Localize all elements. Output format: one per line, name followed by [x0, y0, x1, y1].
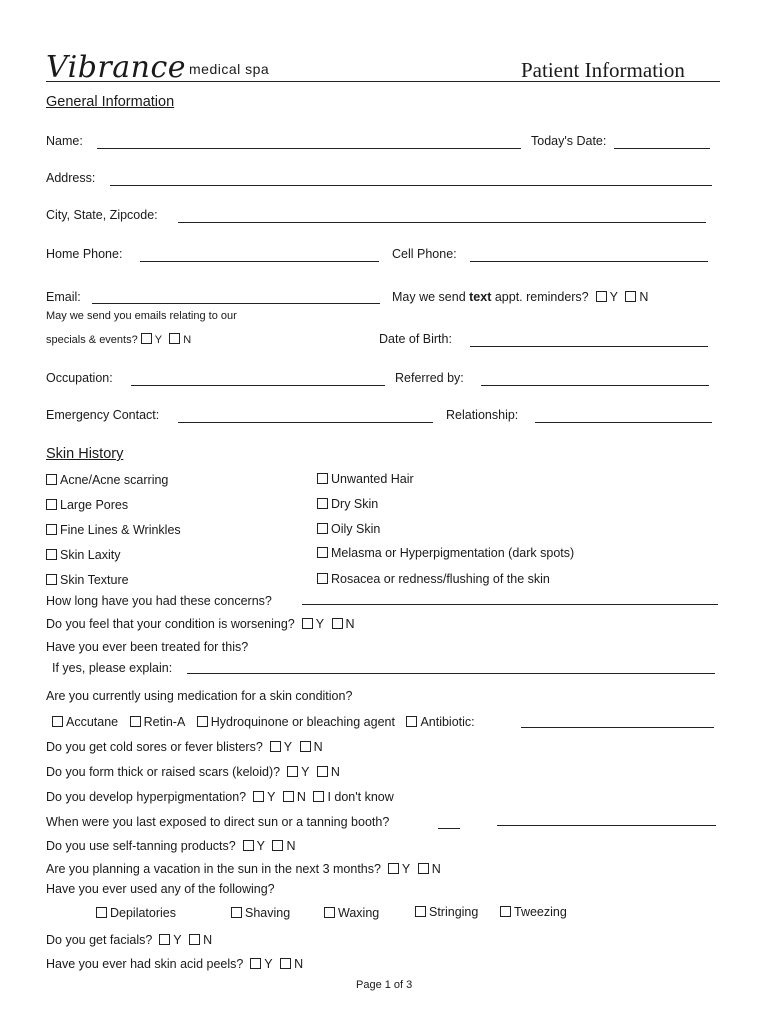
concern-label: Dry Skin — [331, 497, 379, 511]
yes-label: Y — [301, 765, 310, 779]
sun-exposure-question: When were you last exposed to direct sun or a tanning booth? — [46, 815, 390, 829]
yes-label: Y — [401, 862, 411, 876]
home-phone-label: Home Phone: — [46, 247, 123, 261]
text-reminders-bold: text — [469, 290, 492, 304]
no-label: N — [431, 862, 441, 876]
how-long-question: How long have you had these concerns? — [46, 594, 272, 608]
no-label: N — [183, 334, 192, 346]
cold-sores-question — [46, 740, 323, 754]
hydroquinone-label: Hydroquinone or bleaching agent — [210, 715, 395, 729]
email-label: Email: — [46, 290, 81, 304]
header-divider — [46, 81, 720, 82]
depilatories-label: Depilatories — [110, 906, 177, 920]
facials-text: Do you get facials? — [46, 933, 153, 947]
antibiotic-field[interactable] — [521, 727, 714, 728]
keloid-yes-checkbox[interactable] — [287, 766, 298, 777]
keloid-question — [46, 765, 340, 779]
concern-item[interactable] — [317, 472, 414, 486]
self-tanning-no-checkbox[interactable] — [272, 840, 283, 851]
yes-label: Y — [283, 740, 293, 754]
acid-peels-text: Have you ever had skin acid peels? — [46, 957, 244, 971]
home-phone-field[interactable] — [140, 261, 379, 262]
text-reminders-yes-checkbox[interactable] — [596, 291, 607, 302]
sun-exposure-field[interactable] — [497, 825, 716, 826]
emails-question-line1: May we send you emails relating to our — [46, 310, 237, 322]
concern-label: Melasma or Hyperpigmentation (dark spots) — [331, 546, 575, 560]
occupation-label: Occupation: — [46, 371, 113, 385]
concern-item[interactable] — [317, 522, 380, 536]
concern-item[interactable] — [46, 473, 168, 487]
no-label: N — [294, 957, 304, 971]
accutane-label: Accutane — [66, 715, 119, 729]
concern-label: Large Pores — [60, 498, 129, 512]
hydroquinone-checkbox[interactable] — [197, 716, 208, 727]
concern-label: Unwanted Hair — [331, 472, 414, 486]
concern-item[interactable] — [46, 498, 128, 512]
shaving-checkbox[interactable] — [231, 907, 242, 918]
page-number: Page 1 of 3 — [356, 979, 413, 991]
antibiotic-checkbox[interactable] — [406, 716, 417, 727]
city-state-zip-label: City, State, Zipcode: — [46, 208, 158, 222]
text-reminders-pre: May we send — [392, 290, 470, 304]
keloid-no-checkbox[interactable] — [317, 766, 328, 777]
yes-label: Y — [173, 933, 182, 947]
concern-checkbox[interactable] — [317, 523, 328, 534]
page-title: Patient Information — [521, 58, 685, 82]
acid-peels-yes-checkbox[interactable] — [250, 958, 261, 969]
yes-label: Y — [609, 290, 618, 304]
city-state-zip-field[interactable] — [178, 222, 706, 223]
used-following-question: Have you ever used any of the following? — [46, 882, 275, 896]
keloid-text: Do you form thick or raised scars (keloid)? — [46, 765, 281, 779]
no-label: N — [286, 839, 296, 853]
cold-sores-text: Do you get cold sores or fever blisters? — [46, 740, 263, 754]
facials-question — [46, 933, 212, 947]
vacation-text: Are you planning a vacation in the sun in the next 3 months? — [46, 862, 381, 876]
concern-label: Acne/Acne scarring — [60, 473, 169, 487]
yes-label: Y — [315, 617, 325, 631]
text-reminders-no-checkbox[interactable] — [625, 291, 636, 302]
yes-label: Y — [154, 334, 163, 346]
dob-field[interactable] — [470, 346, 708, 347]
emails-question-text: specials & events? — [46, 334, 138, 346]
stringing-label: Stringing — [429, 905, 479, 919]
hair-method-item[interactable] — [96, 906, 176, 920]
retin-a-label: Retin-A — [143, 715, 186, 729]
concern-item[interactable] — [46, 523, 181, 537]
name-field[interactable] — [97, 148, 521, 149]
occupation-field[interactable] — [131, 385, 385, 386]
address-label: Address: — [46, 171, 96, 185]
stringing-checkbox[interactable] — [415, 906, 426, 917]
concern-item[interactable] — [317, 572, 550, 586]
text-reminders-post: appt. reminders? — [491, 290, 589, 304]
worsening-question — [46, 617, 355, 631]
concern-item[interactable] — [317, 497, 378, 511]
emails-yes-checkbox[interactable] — [141, 333, 152, 344]
vacation-yes-checkbox[interactable] — [388, 863, 399, 874]
medication-options — [52, 715, 475, 729]
no-label: N — [296, 790, 306, 804]
brand-logo: Vibrance — [46, 50, 187, 85]
antibiotic-label: Antibiotic: — [420, 715, 475, 729]
depilatories-checkbox[interactable] — [96, 907, 107, 918]
acid-peels-no-checkbox[interactable] — [280, 958, 291, 969]
name-label: Name: — [46, 134, 83, 148]
hyperpig-yes-checkbox[interactable] — [253, 791, 264, 802]
accutane-checkbox[interactable] — [52, 716, 63, 727]
cold-sores-yes-checkbox[interactable] — [270, 741, 281, 752]
section-heading-skin-history: Skin History — [46, 446, 124, 462]
sun-exposure-field-short[interactable] — [438, 828, 460, 829]
brand-subtitle: medical spa — [189, 61, 270, 77]
waxing-label: Waxing — [338, 906, 380, 920]
emergency-contact-field[interactable] — [178, 422, 433, 423]
concern-item[interactable] — [46, 548, 120, 562]
facials-yes-checkbox[interactable] — [159, 934, 170, 945]
address-field[interactable] — [110, 185, 712, 186]
vacation-question — [46, 862, 441, 876]
vacation-no-checkbox[interactable] — [418, 863, 429, 874]
todays-date-label: Today's Date: — [531, 134, 607, 148]
concern-checkbox[interactable] — [317, 473, 328, 484]
todays-date-field[interactable] — [614, 148, 710, 149]
concern-checkbox[interactable] — [317, 573, 328, 584]
no-label: N — [203, 933, 213, 947]
yes-label: Y — [267, 790, 276, 804]
no-label: N — [313, 740, 323, 754]
text-reminders-question — [392, 290, 648, 304]
treated-question: Have you ever been treated for this? — [46, 640, 249, 654]
emails-question-line2 — [46, 333, 191, 346]
concern-checkbox[interactable] — [317, 498, 328, 509]
relationship-label: Relationship: — [446, 408, 519, 422]
concern-label: Skin Texture — [60, 573, 129, 587]
hair-method-item[interactable] — [500, 905, 567, 919]
self-tanning-question — [46, 839, 296, 853]
hyperpigmentation-text: Do you develop hyperpigmentation? — [46, 790, 247, 804]
retin-a-checkbox[interactable] — [130, 716, 141, 727]
explain-label: If yes, please explain: — [52, 661, 173, 675]
dont-know-label: I don't know — [327, 790, 394, 804]
worsening-text: Do you feel that your condition is worsening? — [46, 617, 295, 631]
self-tanning-text: Do you use self-tanning products? — [46, 839, 236, 853]
acid-peels-question — [46, 957, 303, 971]
yes-label: Y — [264, 957, 273, 971]
section-heading-general: General Information — [46, 94, 175, 110]
explain-field[interactable] — [187, 673, 715, 674]
waxing-checkbox[interactable] — [324, 907, 335, 918]
hyperpig-dont-know-checkbox[interactable] — [313, 791, 324, 802]
how-long-field[interactable] — [302, 604, 718, 605]
self-tanning-yes-checkbox[interactable] — [243, 840, 254, 851]
email-field[interactable] — [92, 303, 380, 304]
concern-checkbox[interactable] — [46, 574, 57, 585]
cell-phone-field[interactable] — [470, 261, 708, 262]
dob-label: Date of Birth: — [379, 332, 452, 346]
no-label: N — [330, 765, 340, 779]
concern-item[interactable] — [46, 573, 129, 587]
cell-phone-label: Cell Phone: — [392, 247, 457, 261]
tweezing-checkbox[interactable] — [500, 906, 511, 917]
emergency-contact-label: Emergency Contact: — [46, 408, 160, 422]
relationship-field[interactable] — [535, 422, 712, 423]
no-label: N — [639, 290, 649, 304]
referred-by-label: Referred by: — [395, 371, 464, 385]
shaving-label: Shaving — [245, 906, 291, 920]
concern-checkbox[interactable] — [317, 547, 328, 558]
hair-method-item[interactable] — [231, 906, 290, 920]
facials-no-checkbox[interactable] — [189, 934, 200, 945]
medication-question: Are you currently using medication for a skin condition? — [46, 689, 353, 703]
concern-checkbox[interactable] — [46, 499, 57, 510]
hyperpig-no-checkbox[interactable] — [283, 791, 294, 802]
hair-method-item[interactable] — [415, 905, 478, 919]
referred-by-field[interactable] — [481, 385, 709, 386]
worsening-no-checkbox[interactable] — [332, 618, 343, 629]
concern-label: Skin Laxity — [60, 548, 121, 562]
concern-checkbox[interactable] — [46, 474, 57, 485]
concern-label: Fine Lines & Wrinkles — [60, 523, 181, 537]
concern-checkbox[interactable] — [46, 524, 57, 535]
hyperpigmentation-question — [46, 790, 394, 804]
concern-label: Oily Skin — [331, 522, 381, 536]
concern-checkbox[interactable] — [46, 549, 57, 560]
concern-label: Rosacea or redness/flushing of the skin — [331, 572, 550, 586]
worsening-yes-checkbox[interactable] — [302, 618, 313, 629]
no-label: N — [345, 617, 355, 631]
hair-method-item[interactable] — [324, 906, 379, 920]
tweezing-label: Tweezing — [514, 905, 567, 919]
emails-no-checkbox[interactable] — [169, 333, 180, 344]
cold-sores-no-checkbox[interactable] — [300, 741, 311, 752]
yes-label: Y — [256, 839, 265, 853]
concern-item[interactable] — [317, 546, 574, 560]
